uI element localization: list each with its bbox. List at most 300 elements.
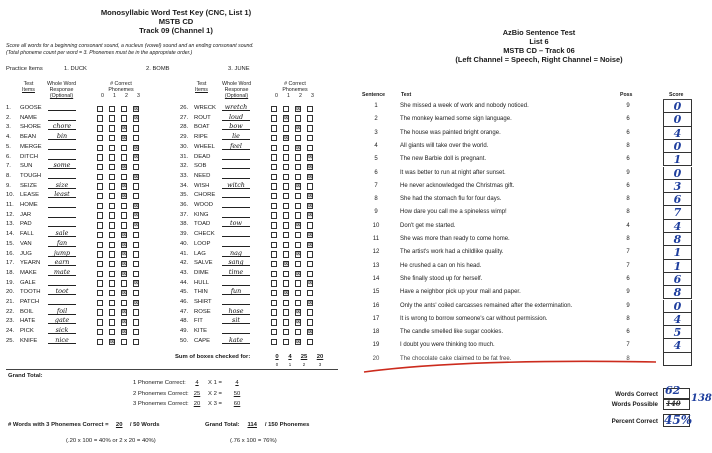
phoneme-checkbox xyxy=(133,329,139,335)
item-number: 19. xyxy=(6,279,15,286)
words-3-label: # Words with 3 Phonemes Correct = xyxy=(8,422,109,428)
sum-index: 0 xyxy=(275,362,279,367)
phoneme-checkbox: ⊠ xyxy=(122,290,128,297)
word-item-row xyxy=(180,191,340,201)
test-word: TOUGH xyxy=(20,172,42,179)
phoneme-checkbox xyxy=(283,193,289,199)
test-word: JUG xyxy=(20,250,32,257)
sentence-number: 14 xyxy=(372,275,380,282)
item-number: 6. xyxy=(6,153,11,160)
phoneme-checkbox xyxy=(271,135,277,141)
score-value: 3 xyxy=(673,179,682,193)
cnc-title-line: Track 09 (Channel 1) xyxy=(139,26,213,35)
item-number: 37. xyxy=(180,211,189,218)
phoneme-checkbox xyxy=(97,329,103,335)
word-item-row xyxy=(6,250,166,260)
phoneme-checkbox xyxy=(97,261,103,267)
item-number: 34. xyxy=(180,182,189,189)
phoneme-line-count: 4 xyxy=(195,380,199,386)
response-field xyxy=(48,143,76,150)
item-number: 12. xyxy=(6,211,15,218)
phoneme-checkbox xyxy=(109,271,115,277)
test-word: MERGE xyxy=(20,143,42,150)
phoneme-line-count: 20 xyxy=(193,401,201,407)
formula-words: (.20 x 100 = 40% or 2 x 20 = 40%) xyxy=(66,438,156,444)
phoneme-checkbox xyxy=(109,145,115,151)
phoneme-checkbox: ⊠ xyxy=(134,222,140,229)
phoneme-checkbox: ⊠ xyxy=(308,202,314,209)
test-word: CHORE xyxy=(194,192,216,199)
word-item-row xyxy=(6,279,166,289)
test-word: KING xyxy=(194,211,209,218)
sentence-text: She missed a week of work and nobody noticed. xyxy=(400,103,529,109)
phoneme-checkbox: ⊠ xyxy=(296,183,302,190)
phoneme-checkbox: ⊠ xyxy=(296,144,302,151)
cnc-title-line: MSTB CD xyxy=(158,17,194,26)
azbio-title-line: MSTB CD – Track 06 xyxy=(503,46,575,55)
header-text: Items xyxy=(195,87,208,93)
phoneme-checkbox xyxy=(97,280,103,286)
response-field: mate xyxy=(48,269,76,276)
response-field: feel xyxy=(222,143,250,150)
test-word: GOOSE xyxy=(20,105,42,111)
sum-index: 1 xyxy=(288,362,292,367)
phoneme-checkbox xyxy=(109,300,115,306)
sentence-number: 3 xyxy=(374,129,378,136)
word-item-row xyxy=(180,172,340,182)
phoneme-checkbox xyxy=(283,329,289,335)
item-number: 8. xyxy=(6,172,11,179)
item-number: 10. xyxy=(6,192,15,199)
word-item-row xyxy=(6,123,166,133)
sum-value: 25 xyxy=(300,354,308,360)
sentence-number: 4 xyxy=(374,142,378,149)
response-field xyxy=(222,211,250,218)
response-field xyxy=(48,114,76,121)
correct-phonemes-header xyxy=(271,81,319,99)
phoneme-checkbox xyxy=(271,115,277,121)
phoneme-checkbox: ⊠ xyxy=(134,105,140,112)
word-item-row xyxy=(6,337,166,347)
word-item-row xyxy=(180,162,340,172)
phoneme-checkbox xyxy=(109,183,115,189)
response-field: time xyxy=(222,269,250,276)
response-field: hose xyxy=(222,308,250,315)
sum-index: 3 xyxy=(318,362,322,367)
response-field xyxy=(222,201,250,208)
header-text: Whole Word xyxy=(47,81,77,87)
score-value: 8 xyxy=(673,233,682,246)
response-field xyxy=(222,191,250,198)
possible-words: 7 xyxy=(626,342,630,349)
item-number: 45. xyxy=(180,289,189,296)
word-item-row xyxy=(180,143,340,153)
phoneme-checkbox xyxy=(109,164,115,170)
phoneme-checkbox xyxy=(121,174,127,180)
item-number: 13. xyxy=(6,221,15,228)
azbio-title-line: (Left Channel = Speech, Right Channel = Noise) xyxy=(455,55,623,64)
phoneme-checkbox xyxy=(295,329,301,335)
sentence-text: All giants will take over the world. xyxy=(400,142,489,149)
phoneme-checkbox xyxy=(295,280,301,286)
score-value: 1 xyxy=(673,259,682,273)
phoneme-checkbox: ⊠ xyxy=(308,173,314,180)
phoneme-line-result: 4 xyxy=(235,380,239,386)
word-item-row xyxy=(6,114,166,124)
test-word: RIPE xyxy=(194,134,208,141)
phoneme-checkbox xyxy=(133,125,139,131)
response-field: sit xyxy=(222,317,250,324)
phoneme-checkbox xyxy=(271,309,277,315)
item-number: 29. xyxy=(180,134,189,141)
word-item-row xyxy=(180,288,340,298)
score-value: 0 xyxy=(673,299,682,313)
test-word: FIT xyxy=(194,318,203,325)
test-items-header xyxy=(195,81,208,93)
word-item-row xyxy=(180,182,340,192)
response-field: gate xyxy=(48,317,76,324)
sentence-text: Don't get me started. xyxy=(400,222,456,229)
phoneme-checkbox xyxy=(271,125,277,131)
phoneme-checkbox xyxy=(133,309,139,315)
phoneme-checkbox xyxy=(283,212,289,218)
possible-words: 6 xyxy=(626,156,630,163)
response-field xyxy=(222,240,250,247)
sentence-number: 19 xyxy=(372,342,380,349)
phoneme-checkbox xyxy=(271,271,277,277)
response-field xyxy=(48,279,76,286)
sentence-row xyxy=(366,326,706,339)
response-field: kate xyxy=(222,337,250,344)
phoneme-checkbox xyxy=(307,339,313,345)
phoneme-checkbox: ⊠ xyxy=(296,251,302,258)
word-item-row xyxy=(6,230,166,240)
phoneme-checkbox xyxy=(97,290,103,296)
response-field: bin xyxy=(48,133,76,140)
phoneme-checkbox: ⊠ xyxy=(122,193,128,200)
test-word: SUN xyxy=(20,163,33,170)
sentence-text: She was more than ready to come home. xyxy=(400,236,510,242)
words-possible-label: Words Possible xyxy=(611,401,658,408)
phoneme-checkbox xyxy=(109,193,115,199)
phoneme-checkbox xyxy=(97,242,103,248)
test-word: WHEEL xyxy=(194,143,215,150)
phoneme-checkbox: ⊠ xyxy=(308,163,314,170)
phoneme-checkbox xyxy=(307,183,313,189)
phoneme-checkbox xyxy=(295,203,301,209)
azbio-title-line: AzBio Sentence Test xyxy=(502,28,576,37)
phoneme-checkbox: ⊠ xyxy=(308,280,314,287)
phoneme-checkbox: ⊠ xyxy=(122,270,128,277)
phoneme-checkbox xyxy=(307,222,313,228)
word-item-row xyxy=(180,133,340,143)
phoneme-checkbox xyxy=(295,261,301,267)
sentence-row xyxy=(366,193,706,206)
word-item-row xyxy=(180,269,340,279)
sum-label: Sum of boxes checked for: xyxy=(175,354,251,360)
sentence-number: 2 xyxy=(374,116,378,123)
sentence-number: 9 xyxy=(374,209,378,216)
word-item-row xyxy=(180,114,340,124)
grand-total-label: Grand Total: xyxy=(205,422,240,428)
phoneme-line-multiplier: X 1 = xyxy=(208,380,222,386)
phoneme-checkbox xyxy=(283,280,289,286)
phoneme-checkbox xyxy=(97,309,103,315)
phoneme-checkbox xyxy=(271,319,277,325)
item-number: 1. xyxy=(6,105,11,111)
words-3-value: 20 xyxy=(115,422,123,428)
phoneme-checkbox xyxy=(109,135,115,141)
header-text: # Correct xyxy=(284,81,306,87)
phoneme-line-multiplier: X 3 = xyxy=(208,401,222,407)
sum-index: 2 xyxy=(302,362,306,367)
phoneme-checkbox: ⊠ xyxy=(308,193,314,200)
response-field: wretch xyxy=(222,104,250,111)
phoneme-checkbox xyxy=(109,261,115,267)
possible-words: 8 xyxy=(626,209,630,216)
phoneme-checkbox xyxy=(295,300,301,306)
phoneme-checkbox xyxy=(283,309,289,315)
response-field: witch xyxy=(222,182,250,189)
header-text: Items xyxy=(22,87,35,93)
word-item-row xyxy=(6,172,166,182)
practice-item: 1. DUCK xyxy=(64,66,87,72)
phoneme-col-label: 3 xyxy=(137,93,140,99)
sentence-number: 10 xyxy=(372,222,380,229)
phoneme-checkbox xyxy=(307,309,313,315)
sentence-number: 6 xyxy=(374,169,378,176)
phoneme-checkbox: ⊠ xyxy=(308,241,314,248)
test-word: HULL xyxy=(194,279,210,286)
possible-words: 6 xyxy=(626,329,630,336)
grand-total-suffix: / 150 Phonemes xyxy=(264,422,310,428)
sentence-row xyxy=(366,339,706,352)
phoneme-checkbox xyxy=(283,222,289,228)
phoneme-checkbox xyxy=(109,309,115,315)
response-field xyxy=(222,153,250,160)
practice-label: Practice Items xyxy=(6,66,43,72)
sentence-row xyxy=(366,220,706,233)
phoneme-checkbox xyxy=(109,290,115,296)
phoneme-checkbox: ⊠ xyxy=(284,290,290,297)
test-word: PATCH xyxy=(20,299,40,305)
test-word: GALE xyxy=(20,279,36,286)
possible-words: 7 xyxy=(626,249,630,256)
sentence-text: She finally stood up for herself. xyxy=(400,275,483,282)
response-field xyxy=(48,172,76,179)
test-word: MAKE xyxy=(20,269,37,276)
response-field: size xyxy=(48,182,76,189)
phoneme-line-result: 50 xyxy=(233,390,241,397)
phoneme-checkbox xyxy=(97,125,103,131)
sentence-number: 5 xyxy=(374,156,378,163)
test-word: KITE xyxy=(194,328,208,335)
phoneme-checkbox xyxy=(271,154,277,160)
phoneme-checkbox xyxy=(97,232,103,238)
sentence-row xyxy=(366,113,706,126)
phoneme-checkbox xyxy=(133,164,139,170)
word-item-row xyxy=(180,298,340,308)
cnc-title-line: Monosyllabic Word Test Key (CNC, List 1) xyxy=(100,8,252,17)
sentence-row xyxy=(366,127,706,140)
score-value: 1 xyxy=(673,153,682,167)
phoneme-checkbox xyxy=(133,251,139,257)
phoneme-checkbox: ⊠ xyxy=(134,144,140,151)
phoneme-col-label: 2 xyxy=(125,93,128,99)
phoneme-checkbox xyxy=(271,232,277,238)
phoneme-checkbox xyxy=(121,115,127,121)
test-word: KNIFE xyxy=(20,337,38,344)
phoneme-checkbox xyxy=(97,300,103,306)
sentence-text: It is wrong to borrow someone's car without permission. xyxy=(400,315,548,322)
item-number: 22. xyxy=(6,308,15,315)
phoneme-checkbox xyxy=(295,115,301,121)
test-word: LOOP xyxy=(194,240,211,247)
phoneme-checkbox xyxy=(295,232,301,238)
phoneme-checkbox: ⊠ xyxy=(296,270,302,277)
phoneme-checkbox xyxy=(133,135,139,141)
phoneme-checkbox xyxy=(307,106,313,112)
phoneme-checkbox xyxy=(133,319,139,325)
word-item-row xyxy=(180,201,340,211)
sentence-row xyxy=(366,300,706,313)
phoneme-checkbox xyxy=(283,106,289,112)
phoneme-col-label: 0 xyxy=(275,93,278,99)
phoneme-checkbox xyxy=(97,319,103,325)
item-number: 41. xyxy=(180,250,189,257)
possible-words: 6 xyxy=(626,116,630,123)
phoneme-checkbox xyxy=(307,319,313,325)
phoneme-checkbox xyxy=(133,183,139,189)
score-value: 0 xyxy=(673,100,682,113)
phoneme-checkbox: ⊠ xyxy=(308,328,314,335)
test-word: SOB xyxy=(194,163,207,170)
words-3-suffix: / 50 Words xyxy=(129,422,160,428)
phoneme-checkbox xyxy=(121,145,127,151)
phoneme-checkbox xyxy=(283,251,289,257)
sentence-text: He crushed a can on his head. xyxy=(400,262,482,269)
possible-words: 4 xyxy=(626,222,630,229)
phoneme-checkbox: ⊠ xyxy=(134,299,140,306)
word-item-row xyxy=(180,259,340,269)
test-word: NEED xyxy=(194,172,211,179)
response-field: fun xyxy=(222,288,250,295)
possible-words: 6 xyxy=(626,182,630,189)
item-number: 9. xyxy=(6,182,11,189)
response-field xyxy=(222,172,250,179)
sentence-row xyxy=(366,167,706,180)
phoneme-checkbox xyxy=(295,164,301,170)
header-text: Test xyxy=(23,81,34,87)
phoneme-checkbox: ⊠ xyxy=(134,280,140,287)
phoneme-checkbox xyxy=(295,154,301,160)
phoneme-checkbox xyxy=(97,212,103,218)
azbio-title-line: List 6 xyxy=(529,37,549,46)
word-item-row xyxy=(6,201,166,211)
phoneme-col-label: 0 xyxy=(101,93,104,99)
phoneme-checkbox xyxy=(97,154,103,160)
test-word: FALL xyxy=(20,231,34,238)
item-number: 27. xyxy=(180,114,189,121)
response-header xyxy=(222,81,251,99)
header-text: (Optional) xyxy=(224,93,249,99)
phoneme-line-label: 3 Phonemes Correct: xyxy=(133,401,189,407)
test-word: LAG xyxy=(194,250,206,257)
phoneme-checkbox xyxy=(97,203,103,209)
word-item-row xyxy=(180,230,340,240)
phoneme-checkbox xyxy=(271,339,277,345)
phoneme-checkbox xyxy=(283,174,289,180)
sum-value: 4 xyxy=(288,354,292,360)
sentence-row xyxy=(366,140,706,153)
phoneme-checkbox: ⊠ xyxy=(308,299,314,306)
response-field: lie xyxy=(222,133,250,140)
sentence-row xyxy=(366,246,706,259)
test-word: TOOTH xyxy=(20,289,41,296)
phoneme-checkbox: ⊠ xyxy=(308,154,314,161)
word-item-row xyxy=(180,220,340,230)
phoneme-checkbox xyxy=(121,203,127,209)
word-item-row xyxy=(6,240,166,250)
phoneme-line-label: 1 Phoneme Correct: xyxy=(133,380,186,386)
test-word: WOOD xyxy=(194,202,213,208)
item-number: 16. xyxy=(6,250,15,257)
phoneme-checkbox xyxy=(109,115,115,121)
phoneme-checkbox xyxy=(109,329,115,335)
word-item-row xyxy=(6,298,166,308)
phoneme-checkbox: ⊠ xyxy=(122,251,128,258)
sentence-number: 18 xyxy=(372,329,380,336)
sentence-number: 15 xyxy=(372,289,380,296)
test-word: VAN xyxy=(20,240,32,247)
phoneme-checkbox: ⊠ xyxy=(122,328,128,335)
phoneme-line-multiplier: X 2 = xyxy=(208,390,222,397)
sentence-text: Only the ants' coiled carcasses remained after the extermination. xyxy=(400,302,573,309)
item-number: 38. xyxy=(180,221,189,228)
phoneme-checkbox: ⊠ xyxy=(296,222,302,229)
instructions-line: Score all words for a beginning consonant sound, a nucleus (vowel) sound and an ending consonant sound. xyxy=(6,43,254,49)
score-value: 0 xyxy=(673,166,682,180)
phoneme-checkbox xyxy=(271,164,277,170)
cnc-word-test-sheet xyxy=(0,0,352,453)
test-items-header xyxy=(22,81,35,93)
possible-words: 6 xyxy=(626,275,630,282)
word-item-row xyxy=(6,288,166,298)
word-item-row xyxy=(180,279,340,289)
phoneme-checkbox xyxy=(271,203,277,209)
practice-item: 3. JUNE xyxy=(228,66,250,72)
phoneme-checkbox xyxy=(97,193,103,199)
words-correct-label: Words Correct xyxy=(615,391,658,398)
sentence-text: He never acknowledged the Christmas gift. xyxy=(400,182,515,189)
response-field xyxy=(222,162,250,169)
strike-through-line xyxy=(360,358,660,378)
header-text: Whole Word xyxy=(222,81,252,87)
score-value: 4 xyxy=(673,312,682,326)
correct-phonemes-header xyxy=(97,81,145,99)
response-field: earn xyxy=(48,259,76,266)
header-text: Test xyxy=(196,81,207,87)
score-value: 5 xyxy=(673,326,682,340)
phoneme-checkbox: ⊠ xyxy=(122,163,128,170)
phoneme-line-result: 60 xyxy=(233,401,241,407)
phoneme-checkbox xyxy=(283,242,289,248)
phoneme-checkbox xyxy=(109,280,115,286)
item-number: 11. xyxy=(6,202,14,208)
test-word: LEASE xyxy=(20,192,39,199)
phoneme-checkbox xyxy=(109,106,115,112)
sentence-number: 7 xyxy=(374,182,378,189)
